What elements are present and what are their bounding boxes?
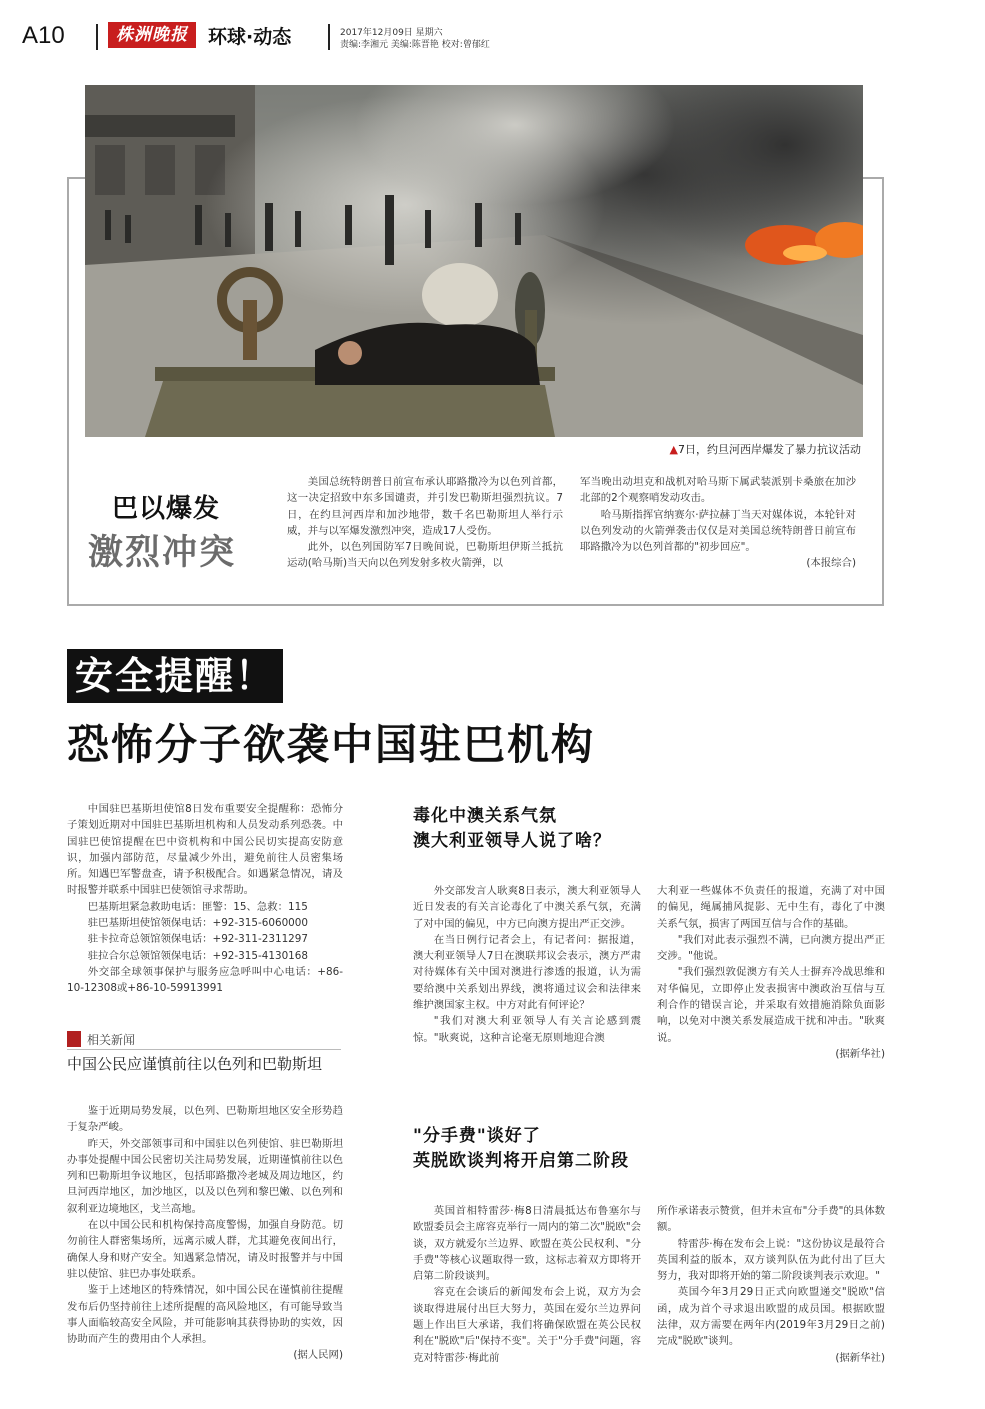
paragraph: 中国驻巴基斯坦使馆8日发布重要安全提醒称：恐怖分子策划近期对中国驻巴基斯坦机构和人员发动系列恐袭。中国驻巴使馆提醒在巴中资机构和中国公民切实提高安防意识，加强内部防范，尽量减少外出，避免前往人员密集场所。知遇巴军警盘查，请予积极配合。如遇紧急情况，请及时报警并联系中国驻巴使领馆寻求帮助。 bbox=[67, 803, 343, 897]
protest-photo-illustration bbox=[85, 85, 863, 437]
australia-source: (据新华社) bbox=[835, 1047, 885, 1060]
brexit-headline-line2: 英脱欧谈判将开启第二阶段 bbox=[413, 1151, 629, 1171]
paragraph: 在当日例行记者会上，有记者问：据报道，澳大利亚领导人7日在澳联邦议会表示，澳方严肃对待媒体有关中国对澳进行渗透的报道，认为需要给澳中关系划出界线，澳将通过议会和法律来维护澳国家主权。中方对此有何评论？ bbox=[413, 933, 641, 1012]
newspaper-logo: 株洲晚报 bbox=[108, 22, 196, 48]
feature-headline-line2: 激烈冲突 bbox=[88, 533, 237, 573]
arrow-icon bbox=[67, 1031, 81, 1047]
related-news-tag bbox=[67, 1031, 337, 1049]
paragraph: 英国今年3月29日正式向欧盟递交"脱欧"信函，成为首个寻求退出欧盟的成员国。根据欧盟法律，双方需要在两年内(2019年3月29日之前)完成"脱欧"谈判。 bbox=[657, 1286, 885, 1348]
contact-line: 驻拉合尔总领馆领保电话：+92-315-4130168 bbox=[87, 949, 309, 962]
feature-column-1 bbox=[287, 474, 563, 572]
related-news-title: 中国公民应谨慎前往以色列和巴勒斯坦 bbox=[67, 1055, 323, 1073]
feature-column-2 bbox=[580, 474, 856, 572]
masthead-divider bbox=[328, 24, 330, 50]
paragraph: 所作承诺表示赞赏，但并未宣布"分手费"的具体数额。 bbox=[657, 1205, 885, 1234]
section-title: 环球·动态 bbox=[208, 26, 292, 48]
australia-headline-line2: 澳大利亚领导人说了啥？ bbox=[413, 831, 611, 851]
paragraph: 在以中国公民和机构保持高度警惕，加强自身防范。切勿前往人群密集场所，远离示威人群，尤其避免夜间出行，确保人身和财产安全。知遇紧急情况，请及时报警并与中国驻以使馆、驻巴办事处联系。 bbox=[67, 1219, 343, 1280]
editor-credits: 责编:李湘元 美编:陈晋艳 校对:曾郁红 bbox=[340, 40, 490, 50]
australia-column-1 bbox=[413, 883, 641, 1046]
paragraph: "我们对澳大利亚领导人有关言论感到震惊。"耿爽说，这种言论毫无原则地迎合澳 bbox=[413, 1015, 641, 1044]
paragraph: "我们对此表示强烈不满，已向澳方提出严正交涉。"他说。 bbox=[657, 933, 885, 963]
paragraph: 军当晚出动坦克和战机对哈马斯下属武装派别卡桑旅在加沙北部的2个观察哨发动攻击。 bbox=[580, 476, 856, 505]
paragraph: 大利亚一些媒体不负责任的报道，充满了对中国的偏见，绳属捕风捉影、无中生有，毒化了中澳关系气氛，损害了两国互信与合作的基础。 bbox=[657, 885, 885, 930]
hotline-line: 外交部全球领事保护与服务应急呼叫中心电话：+86-10-12308或+86-10-59913991 bbox=[67, 965, 343, 995]
divider bbox=[67, 1049, 341, 1050]
paragraph: 特雷莎·梅在发布会上说："这份协议是最符合英国利益的版本，双方谈判队伍为此付出了巨大努力，我对即将开始的第二阶段谈判表示欢迎。" bbox=[657, 1237, 885, 1283]
paragraph: 鉴于上述地区的特殊情况，如中国公民在谨慎前往提醒发布后仍坚持前往上述所提醒的高风险地区，有可能导致当事人面临较高安全风险，并可能影响其获得协助的实效，因协助而产生的费用由个人承担。 bbox=[67, 1284, 343, 1346]
caption-triangle-icon: ▲ bbox=[669, 443, 678, 456]
brexit-source: (据新华社) bbox=[835, 1351, 885, 1364]
related-news-label: 相关新闻 bbox=[87, 1033, 136, 1047]
paragraph: 外交部发言人耿爽8日表示，澳大利亚领导人近日发表的有关言论毒化了中澳关系气氛，充满了对中国的偏见，中方已向澳方提出严正交涉。 bbox=[413, 885, 641, 930]
alert-body bbox=[67, 801, 343, 997]
page-number: A10 bbox=[22, 22, 65, 49]
issue-date: 2017年12月09日 星期六 bbox=[340, 28, 443, 38]
photo-caption bbox=[670, 441, 861, 457]
masthead-divider bbox=[96, 24, 98, 50]
protest-photo bbox=[85, 85, 863, 437]
paragraph: "我们强烈敦促澳方有关人士摒弃冷战思维和对华偏见，立即停止发表损害中澳政治互信与互利合作的错误言论，并采取有效措施消除负面影响，以免对中澳关系发展造成干扰和冲击。"耿爽说。 bbox=[657, 966, 885, 1044]
contact-line: 巴基斯坦紧急救助电话：匪警：15、急救：115 bbox=[87, 900, 308, 913]
australia-headline-line1: 毒化中澳关系气氛 bbox=[413, 806, 557, 826]
alert-headline: 恐怖分子欲袭中国驻巴机构 bbox=[67, 720, 596, 769]
feature-headline-line1: 巴以爆发 bbox=[112, 494, 221, 524]
paragraph: 英国首相特雷莎·梅8日清晨抵达布鲁塞尔与欧盟委员会主席容克举行一周内的第二次"脱欧"会谈，双方就爱尔兰边界、欧盟在英公民权利、"分手费"等核心议题取得一致，这标志着双方即将开启第二阶段谈判。 bbox=[413, 1205, 641, 1283]
australia-column-2 bbox=[657, 883, 885, 1062]
paragraph: 哈马斯指挥官纳赛尔·萨拉赫丁当天对媒体说，本轮针对以色列发动的火箭弹袭击仅仅是对美国总统特朗普日前宣布耶路撒冷为以色列首都的"初步回应"。 bbox=[580, 508, 856, 554]
brexit-column-1 bbox=[413, 1203, 641, 1366]
brexit-headline-line1: "分手费"谈好了 bbox=[413, 1126, 541, 1146]
feature-source: (本报综合) bbox=[806, 557, 856, 570]
paragraph: 鉴于近期局势发展，以色列、巴勒斯坦地区安全形势趋于复杂严峻。 bbox=[67, 1105, 343, 1134]
related-news-body bbox=[67, 1103, 343, 1364]
contact-line: 驻卡拉奇总领馆领保电话：+92-311-2311297 bbox=[87, 933, 309, 946]
paragraph: 昨天，外交部领事司和中国驻以色列使馆、驻巴勒斯坦办事处提醒中国公民密切关注局势发展，近期谨慎前往以色列和巴勒斯坦争议地区，包括耶路撒冷老城及周边地区，约旦河西岸地区，加沙地区，以及以色列和黎巴嫩、以色列和叙利亚边境地区，戈兰高地。 bbox=[67, 1137, 343, 1215]
paragraph: 容克在会谈后的新闻发布会上说，双方为会谈取得进展付出巨大努力，英国在爱尔兰边界问题上作出巨大承诺，我们将确保欧盟在英公民权利在"脱欧"后"保持不变"。关于"分手费"问题，容克对特雷莎·梅此前 bbox=[413, 1286, 641, 1364]
related-source: (据人民网) bbox=[293, 1349, 343, 1362]
paragraph: 此外，以色列国防军7日晚间说，巴勒斯坦伊斯兰抵抗运动(哈马斯)当天向以色列发射多枚火箭弹，以 bbox=[287, 541, 563, 570]
contact-line: 驻巴基斯坦使馆领保电话：+92-315-6060000 bbox=[87, 917, 309, 930]
alert-banner: 安全提醒！ bbox=[67, 649, 283, 703]
caption-text: 7日，约旦河西岸爆发了暴力抗议活动 bbox=[678, 443, 861, 456]
paragraph: 美国总统特朗普日前宣布承认耶路撒冷为以色列首都，这一决定招致中东多国谴责，并引发巴勒斯坦强烈抗议。7日，在约旦河西岸和加沙地带，数千名巴勒斯坦人举行示威，并与以军爆发激烈冲突，造成17人受伤。 bbox=[287, 476, 563, 537]
brexit-column-2 bbox=[657, 1203, 885, 1366]
